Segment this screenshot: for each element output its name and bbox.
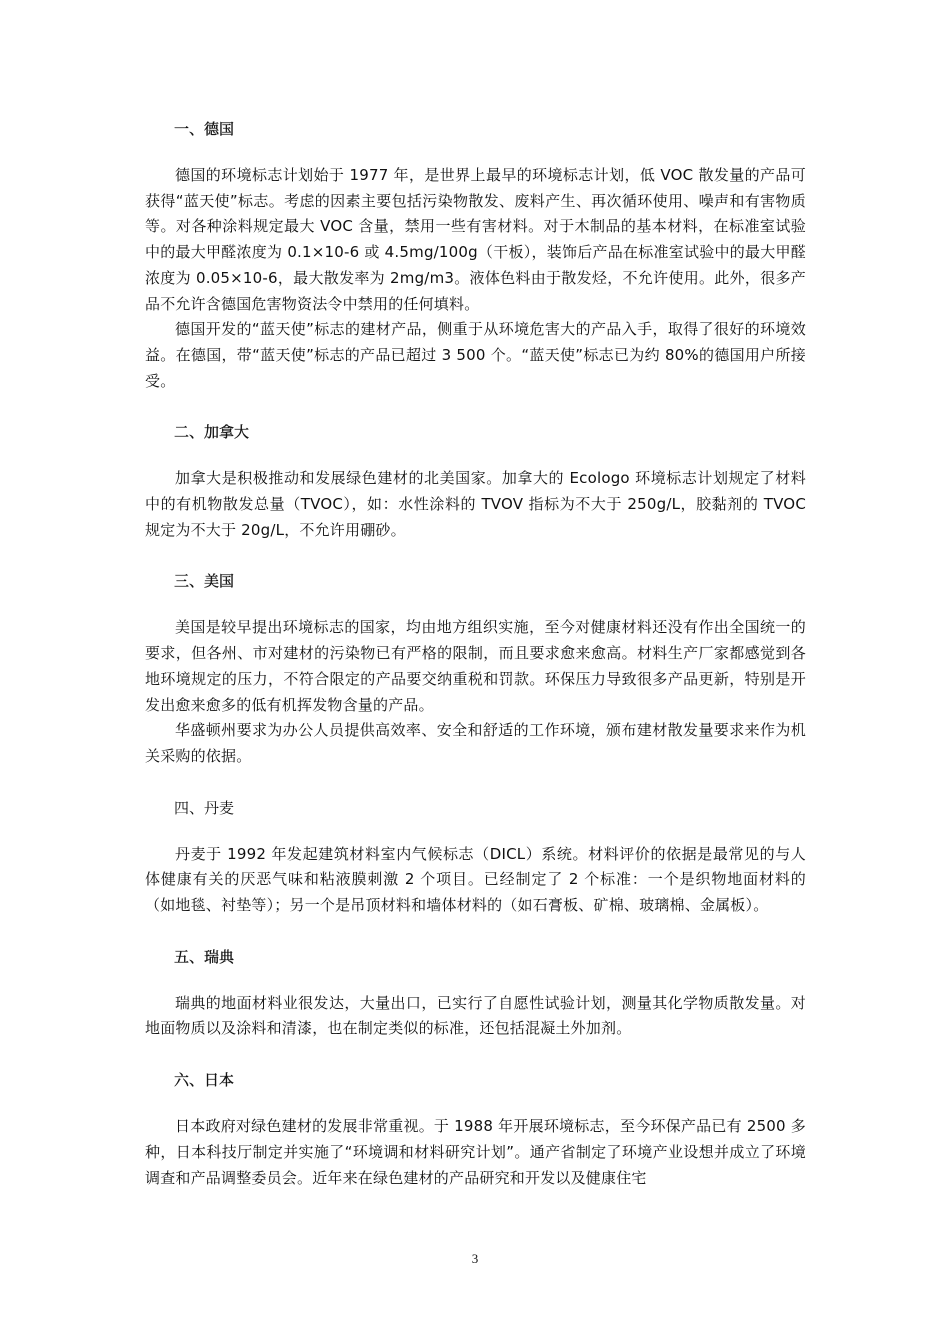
section-heading-usa: 三、美国 xyxy=(174,572,235,591)
paragraph-japan-1: 日本政府对绿色建材的发展非常重视。于 1988 年开展环境标志，至今环保产品已有 2500 多种，日本科技厅制定并实施了“环境调和材料研究计划”。通产省制定了环境产业设想并成立了环境调查和产品调整委员会。近年来在绿色建材的产品研究和开发以及健康住宅 xyxy=(145,1117,806,1187)
section-heading-sweden: 五、瑞典 xyxy=(174,947,235,966)
paragraph-usa-2: 华盛顿州要求为办公人员提供高效率、安全和舒适的工作环境，颁布建材散发量要求来作为机关采购的依据。 xyxy=(145,721,806,765)
paragraph-usa-1: 美国是较早提出环境标志的国家，均由地方组织实施，至今对健康材料还没有作出全国统一的要求，但各州、市对建材的污染物已有严格的限制，而且要求愈来愈高。材料生产厂家都感觉到各地环境规定的压力，不符合限定的产品要交纳重税和罚款。环保压力导致很多产品更新，特别是开发出愈来愈多的低有机挥发物含量的产品。 xyxy=(145,618,806,714)
section-heading-japan: 六、日本 xyxy=(174,1071,235,1090)
paragraph-denmark-1: 丹麦于 1992 年发起建筑材料室内气候标志（DICL）系统。材料评价的依据是最常见的与人体健康有关的厌恶气味和粘液膜刺激 2 个项目。已经制定了 2 个标准：一个是织物地面材料的（如地毯、衬垫等）；另一个是吊顶材料和墙体材料的（如石膏板、矿棉、玻璃棉、金属板）。 xyxy=(145,844,806,915)
paragraph-sweden-1: 瑞典的地面材料业很发达，大量出口，已实行了自愿性试验计划，测量其化学物质散发量。对地面物质以及涂料和清漆，也在制定类似的标准，还包括混凝土外加剂。 xyxy=(145,993,806,1038)
paragraph-germany-2: 德国开发的“蓝天使”标志的建材产品，侧重于从环境危害大的产品入手，取得了很好的环境效益。在德国，带“蓝天使”标志的产品已超过 3 500 个。“蓝天使”标志已为约 80%的德国用户所接受。 xyxy=(145,320,806,390)
section-heading-germany: 一、德国 xyxy=(174,120,235,138)
section-heading-denmark: 四、丹麦 xyxy=(174,798,235,817)
paragraph-germany-1: 德国的环境标志计划始于 1977 年，是世界上最早的环境标志计划，低 VOC 散发量的产品可获得“蓝天使”标志。考虑的因素主要包括污染物散发、废料产生、再次循环使用、噪声和有害物质等。对各种涂料规定最大 VOC 含量，禁用一些有害材料。对于木制品的基本材料，在标准室试验中的最大甲醛浓度为 0.1×10-6 或 4.5mg/100g（干板），装饰后产品在标准室试验中的最大甲醛浓度为 0.05×10-6，最大散发率为 2mg/m3。液体色料由于散发烃，不允许使用。此外，很多产品不允许含德国危害物资法令中禁用的任何填料。 xyxy=(145,166,806,313)
section-heading-canada: 二、加拿大 xyxy=(174,423,250,442)
page-number: 3 xyxy=(471,1251,479,1266)
document-body xyxy=(145,116,806,1191)
paragraph-canada-1: 加拿大是积极推动和发展绿色建材的北美国家。加拿大的 Ecologo 环境标志计划规定了材料中的有机物散发总量（TVOC），如：水性涂料的 TVOV 指标为不大于 250g/L，胶黏剂的 TVOC 规定为不大于 20g/L，不允许用硼砂。 xyxy=(145,469,806,539)
